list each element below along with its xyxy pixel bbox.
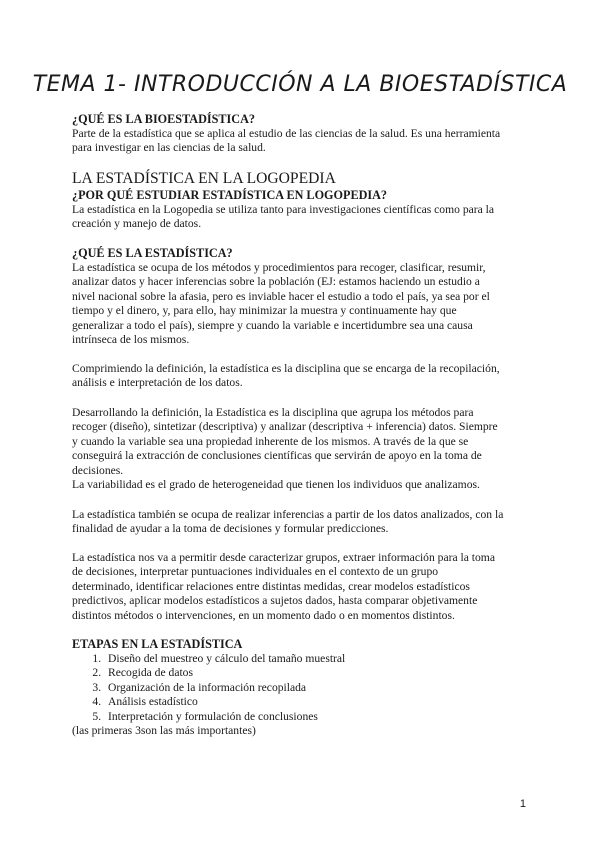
list-item: 5. Interpretación y formulación de conclusiones: [104, 710, 534, 724]
text-line: y cuando la variable sea una propiedad inherente de los mismos. A través de la que se: [72, 434, 469, 448]
text-line: distintos métodos o intervenciones, en un momento dado o en momentos distintos.: [72, 608, 455, 622]
text-line: Comprimiendo la definición, la estadística es la disciplina que se encarga de la recopilación,: [72, 362, 500, 375]
text-line: para investigar en las ciencias de la salud.: [72, 141, 266, 155]
text-line: conseguirá la extracción de conclusiones científicas que servirán de apoyo en la toma de: [72, 449, 482, 463]
etapas-list: [72, 652, 534, 724]
text-line: La estadística también se ocupa de realizar inferencias a partir de los datos analizados, con la: [72, 508, 504, 521]
text-line: creación y manejo de datos.: [72, 217, 202, 231]
text-line: de decisiones, interpretar puntuaciones individuales en el contexto de un grupo: [72, 565, 439, 579]
list-item: 1. Diseño del muestreo y cálculo del tamaño muestral: [104, 652, 534, 666]
page-number: 1: [519, 798, 526, 810]
text-line: intrínseca de los mismos.: [72, 333, 190, 347]
etapas-note: (las primeras 3son las más importantes): [72, 724, 256, 738]
paragraph-definicion-larga: [72, 406, 534, 492]
text-line: La estadística nos va a permitir desde caracterizar grupos, extraer información para la toma: [72, 551, 495, 564]
paragraph-inferencias: [72, 508, 534, 537]
text-line: análisis e interpretación de los datos.: [72, 376, 243, 390]
text-line: tiempo y el dinero, y, para ello, hay minimizar la muestra y continuamente hay que: [72, 304, 457, 318]
heading-bioestadistica: ¿QUÉ ES LA BIOESTADÍSTICA?: [72, 112, 255, 126]
section-bioestadistica: [72, 112, 534, 156]
paragraph-definicion-corta: [72, 362, 534, 391]
subheading-por-que: ¿POR QUÉ ESTUDIAR ESTADÍSTICA EN LOGOPEDIA?: [72, 188, 388, 202]
text-line: La estadística se ocupa de los métodos y procedimientos para recoger, clasificar, resumir,: [72, 261, 486, 274]
list-item: 3. Organización de la información recopilada: [104, 681, 534, 695]
text-line: recoger (diseño), sintetizar (descriptiva) y analizar (descriptiva + inferencia) datos. Siempre: [72, 420, 498, 434]
paragraph-permitir: [72, 551, 534, 623]
text-line: decisiones.: [72, 463, 124, 477]
list-item: 4. Análisis estadístico: [104, 695, 534, 709]
text-line: nivel nacional sobre la afasia, pero es inviable hacer el estudio a todo el país, ya sea por el: [72, 289, 490, 303]
section-logopedia: [72, 170, 534, 232]
list-item: 2. Recogida de datos: [104, 666, 534, 680]
text-line: La estadística en la Logopedia se utiliza tanto para investigaciones científicas como para la: [72, 203, 495, 216]
text-line: generalizar a todo el país), siempre y cuando la variable e incertidumbre sea una causa: [72, 318, 473, 332]
section-que-es-estadistica: [72, 246, 534, 347]
heading-que-es-estadistica: ¿QUÉ ES LA ESTADÍSTICA?: [72, 246, 233, 260]
text-line: analizar datos y hacer inferencias sobre la población (EJ: estamos haciendo un estudio a: [72, 275, 480, 289]
text-line: predictivos, aplicar modelos estadísticos a sujetos dados, hasta comparar objetivamente: [72, 594, 478, 608]
text-line: Parte de la estadística que se aplica al estudio de las ciencias de la salud. Es una herramienta: [72, 127, 501, 140]
text-line: determinado, identificar relaciones entre distintas medidas, crear modelos estadísticos: [72, 579, 470, 593]
text-line: Desarrollando la definición, la Estadística es la disciplina que agrupa los métodos para: [72, 406, 474, 419]
heading-logopedia: LA ESTADÍSTICA EN LA LOGOPEDIA: [72, 170, 336, 187]
text-line: finalidad de ayudar a la toma de decisiones y formular predicciones.: [72, 522, 389, 536]
heading-etapas: ETAPAS EN LA ESTADÍSTICA: [72, 637, 243, 651]
section-etapas: [72, 637, 534, 738]
page-title: TEMA 1- INTRODUCCIÓN A LA BIOESTADÍSTICA: [32, 72, 568, 97]
text-line: La variabilidad es el grado de heterogeneidad que tienen los individuos que analizamos.: [72, 478, 480, 492]
